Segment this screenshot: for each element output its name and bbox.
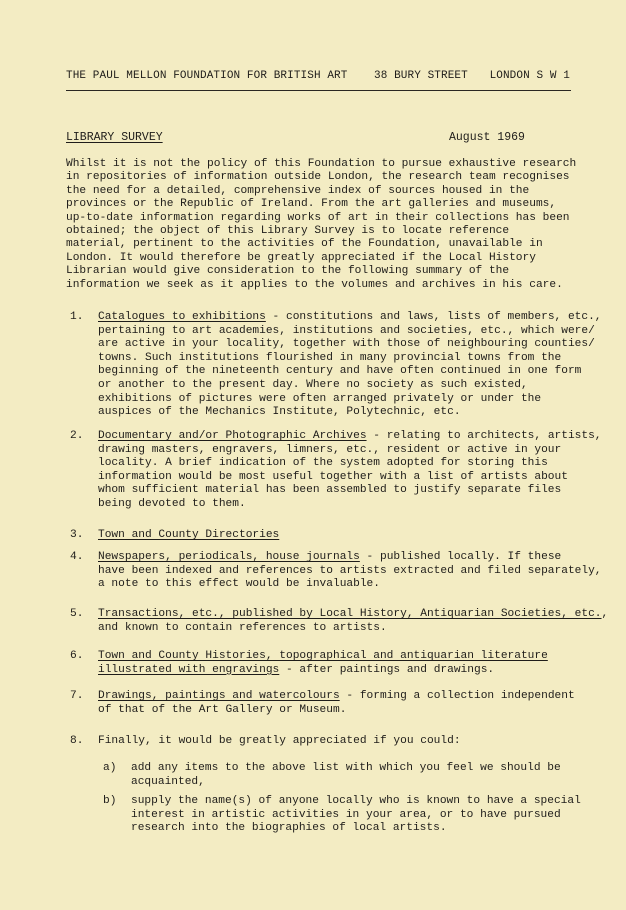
item-line: - after paintings and drawings. <box>279 663 495 676</box>
item-line: are active in your locality, together with those of neighbouring counties/ <box>98 338 595 351</box>
item-heading: Transactions, etc., published by Local History, Antiquarian Societies, etc. <box>98 608 602 620</box>
item-line: being devoted to them. <box>98 497 246 510</box>
sub-item-line: research into the biographies of local artists. <box>131 822 447 835</box>
item-line: locality. A brief indication of the system adopted for storing this <box>98 457 548 470</box>
item-number: 4. <box>70 551 84 563</box>
item-line: Finally, it would be greatly appreciated if you could: <box>98 735 461 747</box>
document-title: LIBRARY SURVEY <box>66 131 163 144</box>
item-line: a note to this effect would be invaluable. <box>98 578 380 591</box>
item-heading: Newspapers, periodicals, house journals <box>98 551 360 563</box>
intro-line: Whilst it is not the policy of this Foundation to pursue exhaustive research <box>66 158 577 170</box>
item-line: beginning of the nineteenth century and have often continued in one form <box>98 365 582 378</box>
item-number: 5. <box>70 608 84 620</box>
item-line: or another to the present day. Where no society as such existed, <box>98 378 528 391</box>
intro-line: the need for a detailed, comprehensive index of sources housed in the <box>66 184 530 197</box>
intro-paragraph <box>66 158 586 292</box>
letterhead-rule <box>66 90 571 91</box>
sub-item-letter: a) <box>103 762 117 774</box>
item-line: drawing masters, engravers, limners, etc., resident or active in your <box>98 443 562 456</box>
intro-line: information we seek as it applies to the volumes and archives in his care. <box>66 278 563 291</box>
item-number: 3. <box>70 529 84 541</box>
item-line: - constitutions and laws, lists of members, etc., <box>265 311 602 323</box>
item-number: 2. <box>70 430 84 442</box>
item-number: 6. <box>70 650 84 662</box>
intro-line: provinces or the Republic of Ireland. From the art galleries and museums, <box>66 198 557 211</box>
letterhead-organization: THE PAUL MELLON FOUNDATION FOR BRITISH ART <box>66 70 348 82</box>
intro-line: up-to-date information regarding works of art in their collections has been <box>66 211 570 224</box>
document-date: August 1969 <box>449 131 525 144</box>
intro-line: in repositories of information outside London, the research team recognises <box>66 171 570 184</box>
item-heading: Catalogues to exhibitions <box>98 311 266 323</box>
item-line: and known to contain references to artists. <box>98 621 387 634</box>
item-line: - published locally. If these <box>359 551 562 563</box>
item-number: 8. <box>70 735 84 747</box>
intro-line: obtained; the object of this Library Survey is to locate reference <box>66 225 510 238</box>
intro-line: material, pertinent to the activities of the Foundation, unavailable in <box>66 238 543 251</box>
item-number: 7. <box>70 690 84 702</box>
item-line: information would be most useful together with a list of artists about <box>98 470 568 483</box>
sub-item-line: acquainted, <box>131 775 205 788</box>
item-line: exhibitions of pictures were often arranged privately or under the <box>98 392 542 405</box>
item-line: of that of the Art Gallery or Museum. <box>98 703 347 716</box>
letterhead-address: 38 BURY STREET <box>374 70 468 82</box>
sub-item-line: interest in artistic activities in your area, or to have pursued <box>131 808 561 821</box>
item-line: pertaining to art academies, institutions and societies, etc., which were/ <box>98 324 595 337</box>
item-line: - relating to architects, artists, <box>366 430 602 442</box>
intro-line: Librarian would give consideration to the following summary of the <box>66 265 510 278</box>
item-heading: Documentary and/or Photographic Archives <box>98 430 367 442</box>
item-heading: Drawings, paintings and watercolours <box>98 690 340 702</box>
item-heading-continued: illustrated with engravings <box>98 663 280 676</box>
item-line: have been indexed and references to artists extracted and filed separately, <box>98 564 602 577</box>
sub-item-line: supply the name(s) of anyone locally who is known to have a special <box>131 795 581 807</box>
item-number: 1. <box>70 311 84 323</box>
item-line: whom sufficient material has been assembled to justify separate files <box>98 484 562 497</box>
item-line: - forming a collection independent <box>339 690 575 702</box>
item-heading: Town and County Histories, topographical and antiquarian literature <box>98 650 548 662</box>
item-line: towns. Such institutions flourished in many provincial towns from the <box>98 351 562 364</box>
sub-item-line: add any items to the above list with which you feel we should be <box>131 762 561 774</box>
item-line: , <box>601 608 609 620</box>
item-heading: Town and County Directories <box>98 529 280 541</box>
intro-line: London. It would therefore be greatly appreciated if the Local History <box>66 251 536 264</box>
item-line: auspices of the Mechanics Institute, Polytechnic, etc. <box>98 406 461 419</box>
sub-item-letter: b) <box>103 795 117 807</box>
letterhead-city: LONDON S W 1 <box>489 70 570 82</box>
